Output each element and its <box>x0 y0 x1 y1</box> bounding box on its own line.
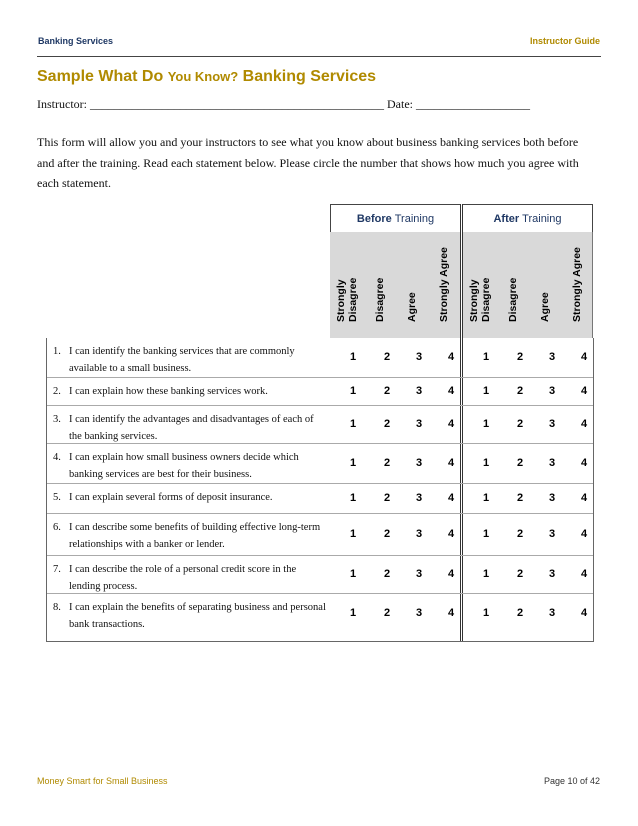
after-rating-option[interactable]: 1 <box>482 568 490 580</box>
footer-page-number: Page 10 of 42 <box>543 776 600 786</box>
before-rating-option[interactable]: 2 <box>383 568 391 580</box>
statement-row <box>47 514 593 556</box>
statement-row <box>47 556 593 594</box>
title-part-3: Banking Services <box>238 68 377 85</box>
after-rating-option[interactable]: 3 <box>548 607 556 619</box>
page-title <box>37 68 376 86</box>
scale-label: Agree <box>406 292 418 322</box>
statement-number: 1. <box>53 346 61 357</box>
after-rating-option[interactable]: 4 <box>580 351 588 363</box>
after-label-rest: Training <box>522 213 562 225</box>
before-rating-option[interactable]: 3 <box>415 607 423 619</box>
before-rating-option[interactable]: 3 <box>415 528 423 540</box>
scale-column-header <box>428 232 461 338</box>
before-rating-option[interactable]: 2 <box>383 492 391 504</box>
statement-number: 8. <box>53 602 61 613</box>
after-rating-option[interactable]: 2 <box>516 568 524 580</box>
after-rating-option[interactable]: 2 <box>516 351 524 363</box>
header-divider <box>37 56 601 57</box>
footer-course-name: Money Smart for Small Business <box>37 776 168 786</box>
scale-column-header <box>561 232 593 338</box>
before-rating-option[interactable]: 3 <box>415 418 423 430</box>
after-rating-option[interactable]: 1 <box>482 607 490 619</box>
after-rating-option[interactable]: 2 <box>516 607 524 619</box>
before-rating-option[interactable]: 1 <box>349 568 357 580</box>
header-guide-name: Instructor Guide <box>529 36 600 46</box>
after-training-header <box>463 204 593 234</box>
before-rating-option[interactable]: 1 <box>349 385 357 397</box>
scale-label: Disagree <box>507 277 519 322</box>
scale-label: Disagree <box>347 277 359 322</box>
after-rating-option[interactable]: 4 <box>580 385 588 397</box>
scale-label: Strongly Agree <box>438 247 450 322</box>
before-rating-option[interactable]: 3 <box>415 351 423 363</box>
statements-table <box>46 338 594 642</box>
scale-column-header <box>497 232 530 338</box>
statement-text: I can identify the banking services that are commonly available to a small business. <box>69 346 295 374</box>
statement-row <box>47 338 593 378</box>
before-rating-option[interactable]: 4 <box>447 492 455 504</box>
after-rating-option[interactable]: 4 <box>580 457 588 469</box>
before-rating-option[interactable]: 1 <box>349 418 357 430</box>
before-rating-option[interactable]: 3 <box>415 457 423 469</box>
before-rating-option[interactable]: 2 <box>383 457 391 469</box>
statement-number: 3. <box>53 414 61 425</box>
after-rating-option[interactable]: 4 <box>580 492 588 504</box>
scale-label: Disagree <box>374 277 386 322</box>
after-rating-option[interactable]: 1 <box>482 492 490 504</box>
after-label-bold: After <box>493 213 520 225</box>
scale-column-header <box>463 232 498 338</box>
header-section-name: Banking Services <box>38 36 114 46</box>
statement-row <box>47 378 593 406</box>
statement-text: I can explain how small business owners decide which banking services are best for their business. <box>69 452 299 480</box>
before-rating-option[interactable]: 4 <box>447 607 455 619</box>
scale-column-header <box>330 232 365 338</box>
scale-label: Disagree <box>480 277 492 322</box>
before-rating-option[interactable]: 2 <box>383 418 391 430</box>
before-rating-option[interactable]: 1 <box>349 492 357 504</box>
after-rating-option[interactable]: 2 <box>516 528 524 540</box>
before-rating-option[interactable]: 1 <box>349 351 357 363</box>
after-rating-option[interactable]: 3 <box>548 418 556 430</box>
title-part-2: You Know? <box>167 69 239 84</box>
scale-label: Agree <box>539 292 551 322</box>
statement-text: I can identify the advantages and disadvantages of each of the banking services. <box>69 414 314 442</box>
before-label-rest: Training <box>394 213 435 225</box>
before-rating-option[interactable]: 3 <box>415 492 423 504</box>
after-rating-option[interactable]: 3 <box>548 568 556 580</box>
statement-row <box>47 444 593 484</box>
before-rating-option[interactable]: 4 <box>447 457 455 469</box>
scale-label: Strongly Agree <box>570 247 583 322</box>
statement-number: 2. <box>53 386 61 397</box>
after-rating-option[interactable]: 2 <box>516 385 524 397</box>
scale-label: Strongly <box>468 279 480 322</box>
after-rating-option[interactable]: 4 <box>580 568 588 580</box>
scale-column-header <box>529 232 562 338</box>
statement-number: 6. <box>53 522 61 533</box>
before-rating-option[interactable]: 4 <box>447 385 455 397</box>
scale-column-header <box>364 232 397 338</box>
statement-text: I can describe some benefits of building effective long-term relationships with a banker or lender. <box>69 522 321 550</box>
statement-text: I can explain how these banking services work. <box>69 386 268 397</box>
after-rating-option[interactable]: 2 <box>516 418 524 430</box>
before-rating-option[interactable]: 4 <box>447 418 455 430</box>
before-rating-option[interactable]: 4 <box>447 568 455 580</box>
after-rating-option[interactable]: 3 <box>548 528 556 540</box>
before-rating-option[interactable]: 1 <box>349 457 357 469</box>
before-label-bold: Before <box>356 213 392 225</box>
after-rating-option[interactable]: 3 <box>548 385 556 397</box>
statement-row <box>47 594 593 634</box>
intro-paragraph: This form will allow you and your instructors to see what you know about business banking services both before and after the training. Read each statement below. Please circle the number that shows how much you agree with each statement. <box>37 135 579 190</box>
before-rating-option[interactable]: 2 <box>383 607 391 619</box>
before-rating-option[interactable]: 3 <box>415 385 423 397</box>
after-rating-option[interactable]: 3 <box>548 492 556 504</box>
statement-text: I can describe the role of a personal credit score in the lending process. <box>69 564 297 592</box>
after-rating-option[interactable]: 2 <box>516 492 524 504</box>
before-rating-option[interactable]: 1 <box>349 528 357 540</box>
after-rating-option[interactable]: 4 <box>580 418 588 430</box>
statement-number: 4. <box>53 452 61 463</box>
before-rating-option[interactable]: 2 <box>383 351 391 363</box>
rating-header-grid <box>330 204 592 338</box>
after-rating-option[interactable]: 4 <box>580 607 588 619</box>
statement-number: 7. <box>53 564 61 575</box>
before-rating-option[interactable]: 1 <box>349 607 357 619</box>
statement-text: I can explain several forms of deposit insurance. <box>69 492 273 503</box>
before-rating-option[interactable]: 4 <box>447 351 455 363</box>
after-rating-option[interactable]: 2 <box>516 457 524 469</box>
after-rating-option[interactable]: 1 <box>482 418 490 430</box>
after-rating-option[interactable]: 4 <box>580 528 588 540</box>
statement-number: 5. <box>53 492 61 503</box>
before-rating-option[interactable]: 2 <box>383 528 391 540</box>
after-rating-option[interactable]: 1 <box>482 351 490 363</box>
title-part-1: Sample What Do <box>37 68 168 85</box>
after-rating-option[interactable]: 3 <box>548 457 556 469</box>
after-rating-option[interactable]: 1 <box>482 528 490 540</box>
before-training-header <box>330 204 460 234</box>
before-rating-option[interactable]: 2 <box>383 385 391 397</box>
after-rating-option[interactable]: 3 <box>548 351 556 363</box>
statement-row <box>47 484 593 514</box>
scale-column-header <box>396 232 429 338</box>
before-rating-option[interactable]: 4 <box>447 528 455 540</box>
scale-label: Strongly <box>335 279 347 322</box>
instructor-date-line: Instructor: _________________________________________________ Date: ___________________ <box>37 97 530 111</box>
after-rating-option[interactable]: 1 <box>482 457 490 469</box>
before-rating-option[interactable]: 3 <box>415 568 423 580</box>
after-rating-option[interactable]: 1 <box>482 385 490 397</box>
statement-row <box>47 406 593 444</box>
statement-text: I can explain the benefits of separating business and personal bank transactions. <box>69 602 326 630</box>
